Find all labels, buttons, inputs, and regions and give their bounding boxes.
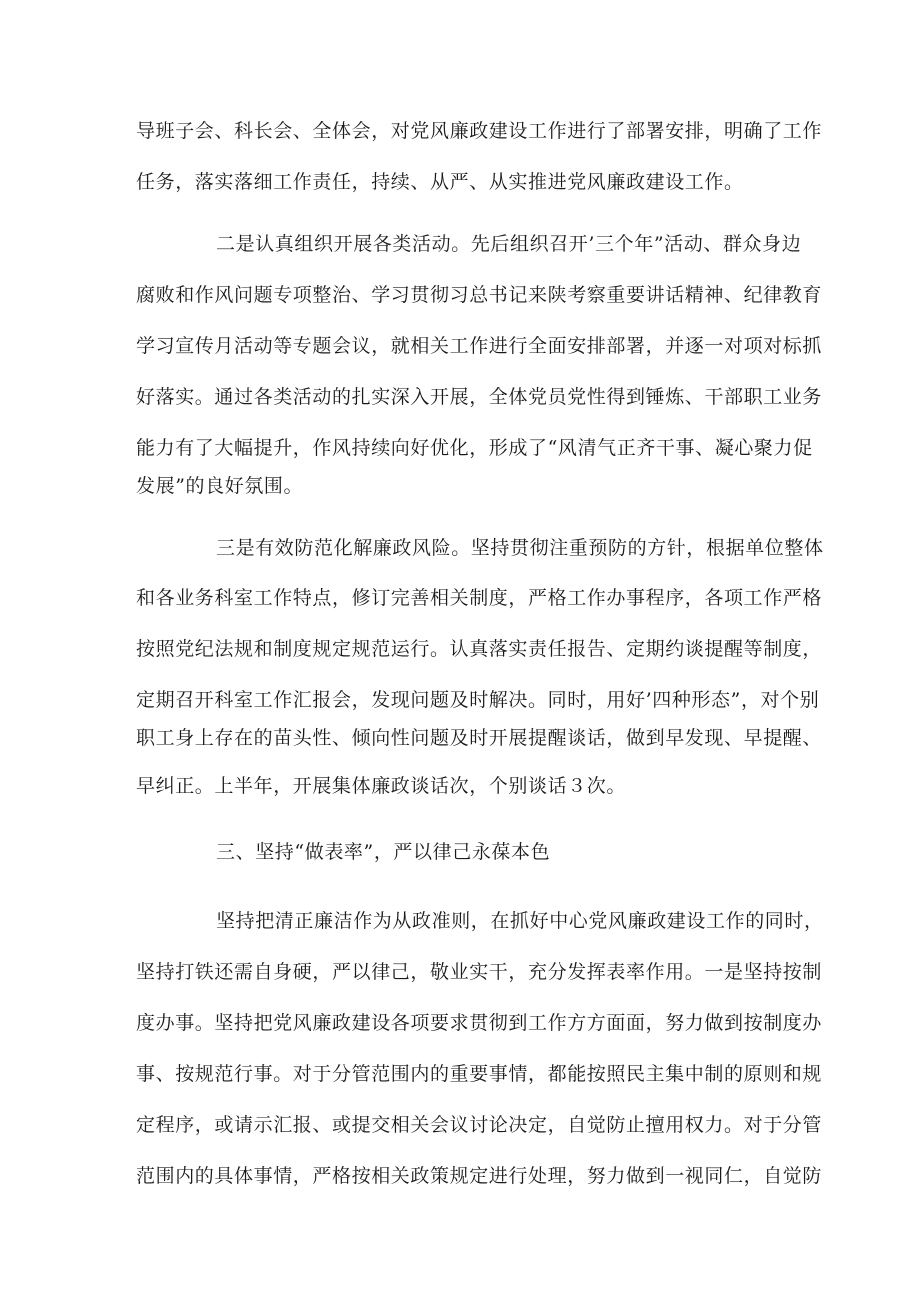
paragraph-3-line-6: 早纠正。上半年，开展集体廉政谈话次，个别谈话３次。	[136, 775, 627, 797]
paragraph-1-line-1: 导班子会、科长会、全体会，对党风廉政建设工作进行了部署安排，明确了工作	[136, 120, 823, 142]
paragraph-4-line-2: 坚持打铁还需自身硬，严以律己，敬业实干，充分发挥表率作用。一是坚持按制	[136, 961, 823, 983]
paragraph-3-line-2: 和各业务科室工作特点，修订完善相关制度，严格工作办事程序，各项工作严格	[136, 587, 823, 609]
paragraph-2-line-4: 好落实。通过各类活动的扎实深入开展，全体党员党性得到锤炼、干部职工业务	[136, 386, 823, 408]
paragraph-4-line-6: 范围内的具体事情，严格按相关政策规定进行处理，努力做到一视同仁，自觉防	[136, 1165, 823, 1187]
paragraph-1-line-2: 任务，落实落细工作责任，持续、从严、从实推进党风廉政建设工作。	[136, 171, 744, 193]
paragraph-2-line-1: 二是认真组织开展各类活动。先后组织召开’三个年”活动、群众身边	[216, 233, 802, 255]
paragraph-4-line-3: 度办事。坚持把党风廉政建设各项要求贯彻到工作方方面面，努力做到按制度办	[136, 1012, 823, 1034]
paragraph-4-line-1: 坚持把清正廉洁作为从政准则，在抓好中心党风廉政建设工作的同时，	[216, 910, 824, 932]
paragraph-2-line-5: 能力有了大幅提升，作风持续向好优化，形成了“风清气正齐干事、凝心聚力促	[136, 437, 813, 459]
section-heading: 三、坚持“做表率”，严以律己永葆本色	[216, 841, 551, 863]
paragraph-2-line-6: 发展”的良好氛围。	[136, 475, 304, 497]
paragraph-4-line-4: 事、按规范行事。对于分管范围内的重要事情，都能按照民主集中制的原则和规	[136, 1063, 823, 1085]
paragraph-4-line-5: 定程序，或请示汇报、或提交相关会议讨论决定，自觉防止擅用权力。对于分管	[136, 1114, 823, 1136]
paragraph-3-line-3: 按照党纪法规和制度规定规范运行。认真落实责任报告、定期约谈提醒等制度，	[136, 638, 823, 660]
paragraph-3-line-5: 职工身上存在的苗头性、倾向性问题及时开展提醒谈话，做到早发现、早提醒、	[136, 727, 823, 749]
paragraph-2-line-2: 腐败和作风问题专项整治、学习贯彻习总书记来陕考察重要讲话精神、纪律教育	[136, 284, 823, 306]
paragraph-2-line-3: 学习宣传月活动等专题会议，就相关工作进行全面安排部署，并逐一对项对标抓	[136, 335, 823, 357]
paragraph-3-line-4: 定期召开科室工作汇报会，发现问题及时解决。同时，用好’四种形态”，对个别	[136, 689, 820, 711]
paragraph-3-line-1: 三是有效防范化解廉政风险。坚持贯彻注重预防的方针，根据单位整体	[216, 537, 824, 559]
